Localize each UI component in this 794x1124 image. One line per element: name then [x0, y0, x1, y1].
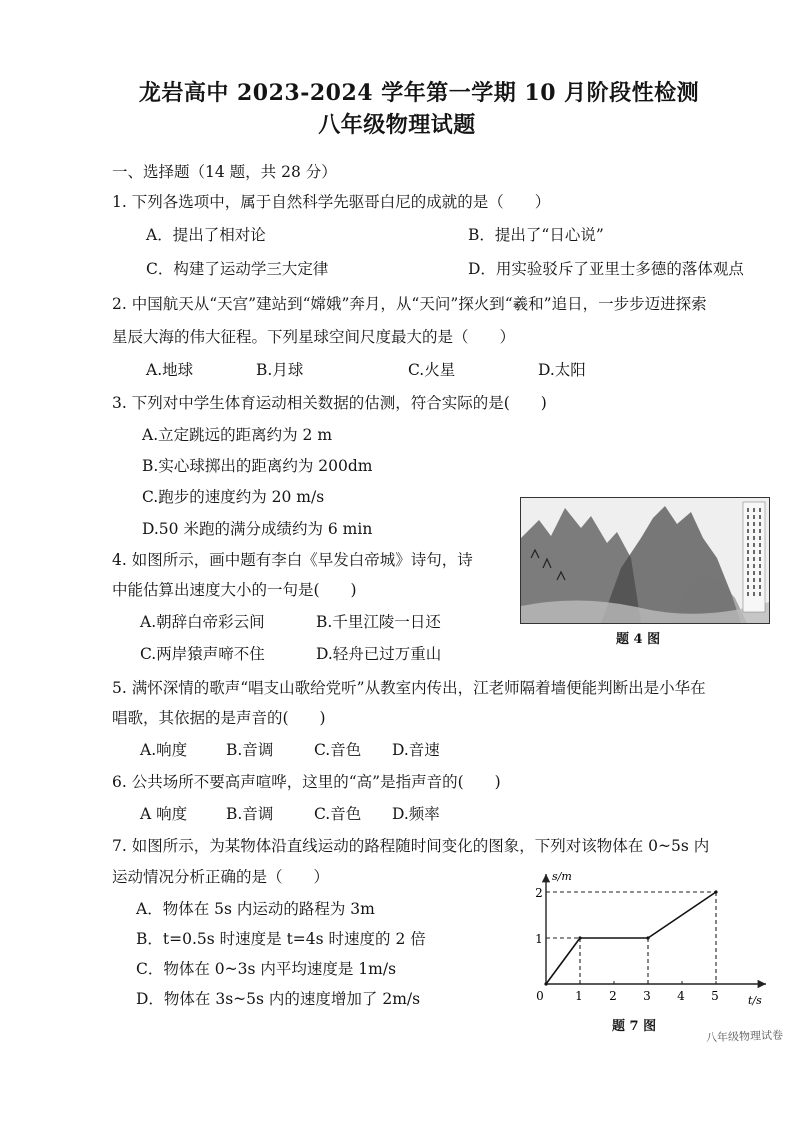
origin-tick-label: 0 — [536, 989, 544, 1003]
q3-option-d: D.50 米跑的满分成绩约为 6 min — [142, 520, 373, 538]
poem-painting-figure — [520, 497, 770, 624]
q6-option-c: C.音色 — [314, 805, 362, 823]
y-axis-label: s/m — [552, 870, 572, 883]
x-axis-label: t/s — [748, 994, 762, 1007]
q5-option-d: D.音速 — [392, 741, 440, 759]
q7-option-a: A．物体在 5s 内运动的路程为 3m — [136, 900, 375, 918]
q3-option-c: C.跑步的速度约为 20 m/s — [142, 488, 325, 506]
st-graph-chart — [526, 868, 776, 1018]
q1-option-a: A．提出了相对论 — [146, 226, 266, 244]
st-segment-1 — [546, 938, 580, 984]
question-5-line-2: 唱歌，其依据的是声音的( ) — [112, 709, 326, 727]
exam-title: 龙岩高中 2023-2024 学年第一学期 10 月阶段性检测 — [138, 80, 700, 106]
q4-option-c: C.两岸猿声啼不住 — [140, 645, 265, 663]
st-point-1 — [578, 936, 581, 939]
q7-option-c: C．物体在 0~3s 内平均速度是 1m/s — [136, 960, 397, 978]
question-7-line-2: 运动情况分析正确的是（ ） — [112, 868, 330, 886]
y-tick-label-2: 2 — [535, 886, 543, 900]
st-point-0 — [544, 982, 547, 985]
q7-option-d: D．物体在 3s~5s 内的速度增加了 2m/s — [136, 990, 421, 1008]
q6-option-b: B.音调 — [226, 805, 274, 823]
y-tick-label-1: 1 — [535, 932, 543, 946]
x-tick-label-1: 1 — [575, 989, 583, 1003]
q1-option-d: D．用实验驳斥了亚里士多德的落体观点 — [468, 260, 744, 278]
question-4-line-1: 4. 如图所示，画中题有李白《早发白帝城》诗句，诗 — [112, 551, 473, 569]
figure-7-caption: 题 7 图 — [612, 1019, 657, 1034]
question-2-line-2: 星辰大海的伟大征程。下列星球空间尺度最大的是（ ） — [112, 328, 516, 346]
question-7-line-1: 7. 如图所示，为某物体沿直线运动的路程随时间变化的图象，下列对该物体在 0~5s 内 — [112, 837, 710, 855]
q5-option-b: B.音调 — [226, 741, 274, 759]
q4-option-b: B.千里江陵一日还 — [316, 613, 441, 631]
q7-option-b: B．t=0.5s 时速度是 t=4s 时速度的 2 倍 — [136, 930, 426, 948]
exam-subtitle: 八年级物理试题 — [318, 112, 476, 138]
st-graph-figure — [526, 868, 776, 1018]
q2-option-d: D.太阳 — [538, 361, 586, 379]
q5-option-a: A.响度 — [140, 741, 188, 759]
st-point-3 — [714, 890, 717, 893]
section-heading: 一、选择题（14 题，共 28 分） — [112, 163, 337, 181]
q5-option-c: C.音色 — [314, 741, 362, 759]
st-segment-3 — [648, 892, 716, 938]
x-tick-label-4: 4 — [677, 989, 685, 1003]
q2-option-b: B.月球 — [256, 361, 304, 379]
footer-mark: 八年级物理试卷 — [705, 1028, 784, 1045]
q4-option-a: A.朝辞白帝彩云间 — [140, 613, 265, 631]
question-4-line-2: 中能估算出速度大小的一句是( ) — [112, 581, 357, 599]
q3-option-a: A.立定跳远的距离约为 2 m — [142, 426, 333, 444]
question-2-line-1: 2. 中国航天从“天宫”建站到“嫦娥”奔月，从“天问”探火到“羲和”追日，一步步迈进探索 — [112, 295, 707, 313]
q1-option-b: B．提出了“日心说” — [468, 226, 604, 244]
question-5-line-1: 5. 满怀深情的歌声“唱支山歌给党听”从教室内传出，江老师隔着墙便能判断出是小华在 — [112, 679, 706, 697]
x-tick-label-5: 5 — [711, 989, 719, 1003]
question-3: 3. 下列对中学生体育运动相关数据的估测，符合实际的是( ) — [112, 394, 547, 412]
mountain-painting-image — [521, 498, 769, 623]
q1-option-c: C．构建了运动学三大定律 — [146, 260, 329, 278]
q6-option-a: A 响度 — [140, 805, 188, 823]
q2-option-c: C.火星 — [408, 361, 456, 379]
q3-option-b: B.实心球掷出的距离约为 200dm — [142, 457, 373, 475]
question-6: 6. 公共场所不要高声喧哗，这里的“高”是指声音的( ) — [112, 773, 501, 791]
q6-option-d: D.频率 — [392, 805, 440, 823]
x-tick-label-2: 2 — [609, 989, 617, 1003]
x-tick-label-3: 3 — [643, 989, 651, 1003]
figure-4-caption: 题 4 图 — [616, 632, 661, 647]
st-point-2 — [646, 936, 649, 939]
q2-option-a: A.地球 — [146, 361, 194, 379]
question-1: 1. 下列各选项中，属于自然科学先驱哥白尼的成就的是（ ） — [112, 193, 551, 211]
q4-option-d: D.轻舟已过万重山 — [316, 645, 442, 663]
